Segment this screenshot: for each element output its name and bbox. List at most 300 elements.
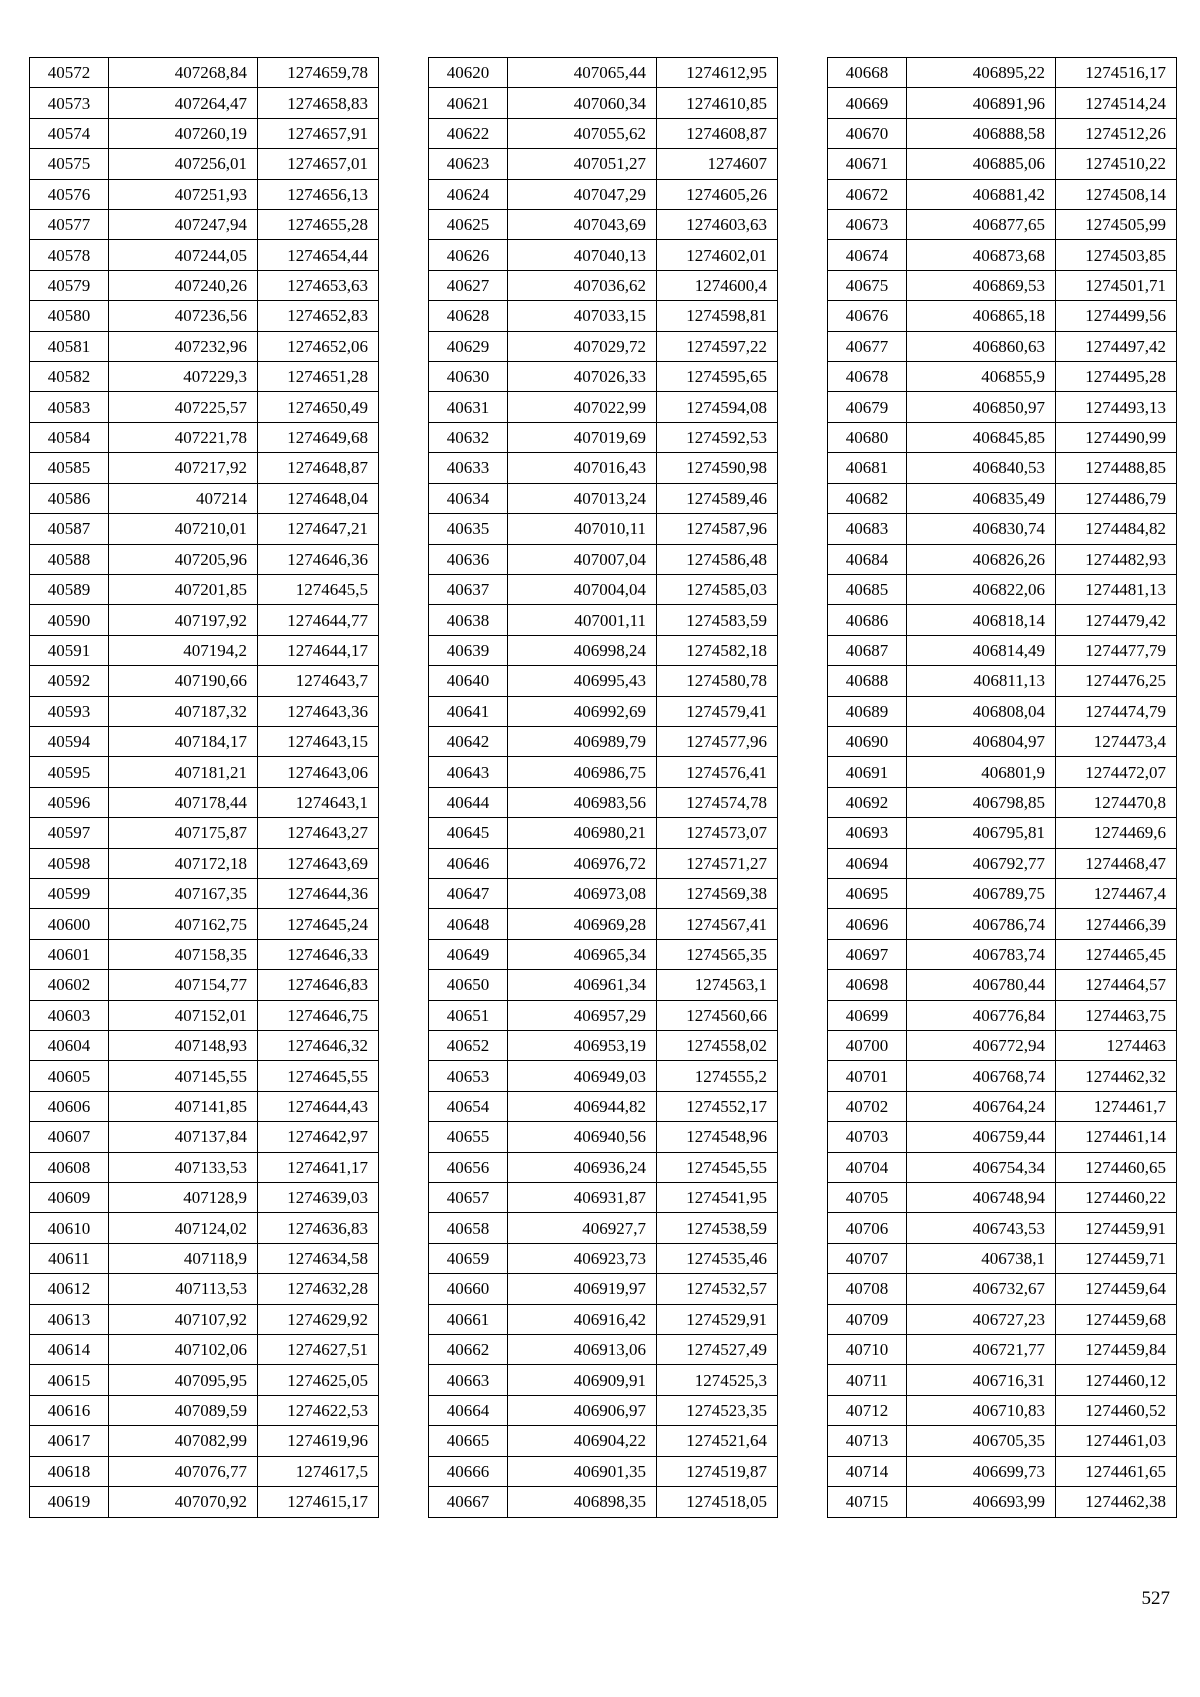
y-coordinate-cell: 1274552,17 [657,1091,778,1121]
x-coordinate-cell: 407210,01 [109,514,258,544]
table-row [828,58,1177,88]
point-id-cell: 40645 [429,818,508,848]
x-coordinate-cell: 407145,55 [109,1061,258,1091]
y-coordinate-cell: 1274573,07 [657,818,778,848]
x-coordinate-cell: 406909,91 [508,1365,657,1395]
y-coordinate-cell: 1274479,42 [1056,605,1177,635]
point-id-cell: 40598 [30,848,109,878]
x-coordinate-cell: 406891,96 [907,88,1056,118]
point-id-cell: 40699 [828,1000,907,1030]
point-id-cell: 40638 [429,605,508,635]
table-row [429,422,778,452]
point-id-cell: 40626 [429,240,508,270]
x-coordinate-cell: 406865,18 [907,301,1056,331]
y-coordinate-cell: 1274459,64 [1056,1274,1177,1304]
y-coordinate-cell: 1274602,01 [657,240,778,270]
y-coordinate-cell: 1274648,87 [258,453,379,483]
point-id-cell: 40582 [30,362,109,392]
y-coordinate-cell: 1274645,55 [258,1061,379,1091]
table-row [30,1487,379,1517]
x-coordinate-cell: 407167,35 [109,878,258,908]
point-id-cell: 40639 [429,635,508,665]
point-id-cell: 40696 [828,909,907,939]
table-row [828,362,1177,392]
table-row [30,1031,379,1061]
point-id-cell: 40590 [30,605,109,635]
point-id-cell: 40687 [828,635,907,665]
point-id-cell: 40682 [828,483,907,513]
table-row [429,635,778,665]
point-id-cell: 40599 [30,878,109,908]
x-coordinate-cell: 406840,53 [907,453,1056,483]
y-coordinate-cell: 1274643,7 [258,666,379,696]
x-coordinate-cell: 407240,26 [109,270,258,300]
y-coordinate-cell: 1274505,99 [1056,210,1177,240]
x-coordinate-cell: 406850,97 [907,392,1056,422]
x-coordinate-cell: 407026,33 [508,362,657,392]
table-row [828,1365,1177,1395]
y-coordinate-cell: 1274460,22 [1056,1183,1177,1213]
point-id-cell: 40628 [429,301,508,331]
table-row [30,1213,379,1243]
y-coordinate-cell: 1274460,65 [1056,1152,1177,1182]
x-coordinate-cell: 407124,02 [109,1213,258,1243]
table-row [828,1335,1177,1365]
x-coordinate-cell: 407113,53 [109,1274,258,1304]
x-coordinate-cell: 407089,59 [109,1395,258,1425]
y-coordinate-cell: 1274651,28 [258,362,379,392]
x-coordinate-cell: 406895,22 [907,58,1056,88]
point-id-cell: 40659 [429,1243,508,1273]
table-row [30,118,379,148]
y-coordinate-cell: 1274600,4 [657,270,778,300]
table-row [30,635,379,665]
x-coordinate-cell: 407260,19 [109,118,258,148]
point-id-cell: 40640 [429,666,508,696]
x-coordinate-cell: 407251,93 [109,179,258,209]
table-row [30,179,379,209]
x-coordinate-cell: 407225,57 [109,392,258,422]
x-coordinate-cell: 406953,19 [508,1031,657,1061]
point-id-cell: 40635 [429,514,508,544]
y-coordinate-cell: 1274474,79 [1056,696,1177,726]
table-row [30,58,379,88]
point-id-cell: 40698 [828,970,907,1000]
x-coordinate-cell: 406904,22 [508,1426,657,1456]
point-id-cell: 40647 [429,878,508,908]
x-coordinate-cell: 406822,06 [907,574,1056,604]
y-coordinate-cell: 1274632,28 [258,1274,379,1304]
point-id-cell: 40712 [828,1395,907,1425]
y-coordinate-cell: 1274519,87 [657,1456,778,1486]
y-coordinate-cell: 1274488,85 [1056,453,1177,483]
point-id-cell: 40642 [429,726,508,756]
y-coordinate-cell: 1274569,38 [657,878,778,908]
point-id-cell: 40715 [828,1487,907,1517]
table-row [30,1274,379,1304]
y-coordinate-cell: 1274518,05 [657,1487,778,1517]
x-coordinate-cell: 406976,72 [508,848,657,878]
x-coordinate-cell: 407001,11 [508,605,657,635]
point-id-cell: 40580 [30,301,109,331]
y-coordinate-cell: 1274612,95 [657,58,778,88]
y-coordinate-cell: 1274574,78 [657,787,778,817]
table-row [30,939,379,969]
y-coordinate-cell: 1274580,78 [657,666,778,696]
x-coordinate-cell: 407095,95 [109,1365,258,1395]
x-coordinate-cell: 406919,97 [508,1274,657,1304]
table-row [828,483,1177,513]
y-coordinate-cell: 1274636,83 [258,1213,379,1243]
y-coordinate-cell: 1274462,32 [1056,1061,1177,1091]
x-coordinate-cell: 406873,68 [907,240,1056,270]
x-coordinate-cell: 406949,03 [508,1061,657,1091]
y-coordinate-cell: 1274510,22 [1056,149,1177,179]
point-id-cell: 40653 [429,1061,508,1091]
point-id-cell: 40678 [828,362,907,392]
y-coordinate-cell: 1274525,3 [657,1365,778,1395]
table-row [828,514,1177,544]
table-row [429,240,778,270]
point-id-cell: 40605 [30,1061,109,1091]
x-coordinate-cell: 407013,24 [508,483,657,513]
table-row [429,1183,778,1213]
table-row [429,1213,778,1243]
x-coordinate-cell: 407201,85 [109,574,258,604]
table-row [429,666,778,696]
y-coordinate-cell: 1274512,26 [1056,118,1177,148]
point-id-cell: 40588 [30,544,109,574]
table-row [828,301,1177,331]
x-coordinate-cell: 407175,87 [109,818,258,848]
table-row [30,818,379,848]
point-id-cell: 40648 [429,909,508,939]
x-coordinate-cell: 406801,9 [907,757,1056,787]
x-coordinate-cell: 406927,7 [508,1213,657,1243]
table-row [828,1091,1177,1121]
x-coordinate-cell: 406792,77 [907,848,1056,878]
x-coordinate-cell: 406727,23 [907,1304,1056,1334]
y-coordinate-cell: 1274595,65 [657,362,778,392]
y-coordinate-cell: 1274472,07 [1056,757,1177,787]
point-id-cell: 40572 [30,58,109,88]
point-id-cell: 40695 [828,878,907,908]
x-coordinate-cell: 407197,92 [109,605,258,635]
x-coordinate-cell: 407004,04 [508,574,657,604]
x-coordinate-cell: 406855,9 [907,362,1056,392]
x-coordinate-cell: 406835,49 [907,483,1056,513]
table-row [828,1487,1177,1517]
x-coordinate-cell: 407107,92 [109,1304,258,1334]
y-coordinate-cell: 1274658,83 [258,88,379,118]
y-coordinate-cell: 1274627,51 [258,1335,379,1365]
y-coordinate-cell: 1274589,46 [657,483,778,513]
x-coordinate-cell: 406916,42 [508,1304,657,1334]
point-id-cell: 40607 [30,1122,109,1152]
table-row [429,757,778,787]
y-coordinate-cell: 1274646,33 [258,939,379,969]
y-coordinate-cell: 1274605,26 [657,179,778,209]
x-coordinate-cell: 407190,66 [109,666,258,696]
x-coordinate-cell: 407194,2 [109,635,258,665]
y-coordinate-cell: 1274563,1 [657,970,778,1000]
table-row [429,1487,778,1517]
y-coordinate-cell: 1274460,12 [1056,1365,1177,1395]
y-coordinate-cell: 1274647,21 [258,514,379,544]
table-row [828,666,1177,696]
y-coordinate-cell: 1274527,49 [657,1335,778,1365]
y-coordinate-cell: 1274476,25 [1056,666,1177,696]
point-id-cell: 40610 [30,1213,109,1243]
y-coordinate-cell: 1274644,43 [258,1091,379,1121]
table-row [828,422,1177,452]
table-row [429,270,778,300]
point-id-cell: 40577 [30,210,109,240]
point-id-cell: 40613 [30,1304,109,1334]
table-row [30,270,379,300]
y-coordinate-cell: 1274652,06 [258,331,379,361]
y-coordinate-cell: 1274477,79 [1056,635,1177,665]
y-coordinate-cell: 1274657,01 [258,149,379,179]
table-row [828,696,1177,726]
x-coordinate-cell: 407007,04 [508,544,657,574]
point-id-cell: 40597 [30,818,109,848]
y-coordinate-cell: 1274622,53 [258,1395,379,1425]
table-row [429,970,778,1000]
table-row [429,544,778,574]
y-coordinate-cell: 1274467,4 [1056,878,1177,908]
point-id-cell: 40578 [30,240,109,270]
x-coordinate-cell: 407232,96 [109,331,258,361]
table-row [828,1426,1177,1456]
table-row [828,878,1177,908]
point-id-cell: 40629 [429,331,508,361]
table-row [30,726,379,756]
table-row [429,787,778,817]
table-row [429,1335,778,1365]
point-id-cell: 40664 [429,1395,508,1425]
point-id-cell: 40665 [429,1426,508,1456]
point-id-cell: 40674 [828,240,907,270]
y-coordinate-cell: 1274590,98 [657,453,778,483]
y-coordinate-cell: 1274641,17 [258,1152,379,1182]
table-row [30,1426,379,1456]
point-id-cell: 40709 [828,1304,907,1334]
table-row [429,878,778,908]
point-id-cell: 40680 [828,422,907,452]
x-coordinate-cell: 406699,73 [907,1456,1056,1486]
y-coordinate-cell: 1274560,66 [657,1000,778,1030]
y-coordinate-cell: 1274459,68 [1056,1304,1177,1334]
y-coordinate-cell: 1274514,24 [1056,88,1177,118]
point-id-cell: 40603 [30,1000,109,1030]
y-coordinate-cell: 1274643,15 [258,726,379,756]
y-coordinate-cell: 1274503,85 [1056,240,1177,270]
x-coordinate-cell: 406944,82 [508,1091,657,1121]
x-coordinate-cell: 406913,06 [508,1335,657,1365]
point-id-cell: 40612 [30,1274,109,1304]
coordinate-table-1 [29,57,379,1518]
x-coordinate-cell: 407178,44 [109,787,258,817]
point-id-cell: 40697 [828,939,907,969]
y-coordinate-cell: 1274463 [1056,1031,1177,1061]
point-id-cell: 40654 [429,1091,508,1121]
table-row [30,1335,379,1365]
x-coordinate-cell: 406811,13 [907,666,1056,696]
x-coordinate-cell: 407184,17 [109,726,258,756]
table-row [429,514,778,544]
table-row [429,301,778,331]
table-row [828,1183,1177,1213]
x-coordinate-cell: 407082,99 [109,1426,258,1456]
x-coordinate-cell: 407137,84 [109,1122,258,1152]
x-coordinate-cell: 407128,9 [109,1183,258,1213]
point-id-cell: 40618 [30,1456,109,1486]
x-coordinate-cell: 406885,06 [907,149,1056,179]
y-coordinate-cell: 1274459,71 [1056,1243,1177,1273]
table-row [30,1091,379,1121]
x-coordinate-cell: 406721,77 [907,1335,1056,1365]
point-id-cell: 40671 [828,149,907,179]
y-coordinate-cell: 1274516,17 [1056,58,1177,88]
point-id-cell: 40713 [828,1426,907,1456]
point-id-cell: 40604 [30,1031,109,1061]
point-id-cell: 40620 [429,58,508,88]
point-id-cell: 40650 [429,970,508,1000]
x-coordinate-cell: 406830,74 [907,514,1056,544]
table-row [828,1061,1177,1091]
x-coordinate-cell: 406780,44 [907,970,1056,1000]
x-coordinate-cell: 406776,84 [907,1000,1056,1030]
y-coordinate-cell: 1274646,32 [258,1031,379,1061]
x-coordinate-cell: 406888,58 [907,118,1056,148]
x-coordinate-cell: 406877,65 [907,210,1056,240]
x-coordinate-cell: 407154,77 [109,970,258,1000]
point-id-cell: 40608 [30,1152,109,1182]
table-row [828,210,1177,240]
y-coordinate-cell: 1274459,84 [1056,1335,1177,1365]
table-row [828,1243,1177,1273]
x-coordinate-cell: 406768,74 [907,1061,1056,1091]
y-coordinate-cell: 1274529,91 [657,1304,778,1334]
point-id-cell: 40621 [429,88,508,118]
y-coordinate-cell: 1274484,82 [1056,514,1177,544]
point-id-cell: 40634 [429,483,508,513]
x-coordinate-cell: 407247,94 [109,210,258,240]
point-id-cell: 40594 [30,726,109,756]
y-coordinate-cell: 1274490,99 [1056,422,1177,452]
x-coordinate-cell: 406906,97 [508,1395,657,1425]
point-id-cell: 40656 [429,1152,508,1182]
x-coordinate-cell: 407033,15 [508,301,657,331]
point-id-cell: 40636 [429,544,508,574]
table-row [429,1365,778,1395]
x-coordinate-cell: 407047,29 [508,179,657,209]
point-id-cell: 40573 [30,88,109,118]
point-id-cell: 40668 [828,58,907,88]
y-coordinate-cell: 1274508,14 [1056,179,1177,209]
y-coordinate-cell: 1274643,27 [258,818,379,848]
y-coordinate-cell: 1274652,83 [258,301,379,331]
x-coordinate-cell: 407060,34 [508,88,657,118]
point-id-cell: 40684 [828,544,907,574]
x-coordinate-cell: 407010,11 [508,514,657,544]
table-row [429,605,778,635]
table-row [828,1456,1177,1486]
y-coordinate-cell: 1274629,92 [258,1304,379,1334]
x-coordinate-cell: 407172,18 [109,848,258,878]
point-id-cell: 40679 [828,392,907,422]
table-row [30,848,379,878]
point-id-cell: 40689 [828,696,907,726]
x-coordinate-cell: 406743,53 [907,1213,1056,1243]
table-row [828,118,1177,148]
table-row [30,1365,379,1395]
table-row [828,1000,1177,1030]
point-id-cell: 40601 [30,939,109,969]
x-coordinate-cell: 407051,27 [508,149,657,179]
y-coordinate-cell: 1274646,75 [258,1000,379,1030]
point-id-cell: 40658 [429,1213,508,1243]
y-coordinate-cell: 1274615,17 [258,1487,379,1517]
point-id-cell: 40662 [429,1335,508,1365]
y-coordinate-cell: 1274644,17 [258,635,379,665]
x-coordinate-cell: 406754,34 [907,1152,1056,1182]
x-coordinate-cell: 407016,43 [508,453,657,483]
point-id-cell: 40670 [828,118,907,148]
point-id-cell: 40655 [429,1122,508,1152]
point-id-cell: 40692 [828,787,907,817]
x-coordinate-cell: 407118,9 [109,1243,258,1273]
table-row [828,149,1177,179]
x-coordinate-cell: 407187,32 [109,696,258,726]
y-coordinate-cell: 1274598,81 [657,301,778,331]
point-id-cell: 40691 [828,757,907,787]
table-row [30,1183,379,1213]
table-row [828,1031,1177,1061]
table-row [828,635,1177,665]
x-coordinate-cell: 406716,31 [907,1365,1056,1395]
table-row [828,818,1177,848]
x-coordinate-cell: 406732,67 [907,1274,1056,1304]
table-row [30,514,379,544]
y-coordinate-cell: 1274555,2 [657,1061,778,1091]
y-coordinate-cell: 1274571,27 [657,848,778,878]
point-id-cell: 40702 [828,1091,907,1121]
y-coordinate-cell: 1274523,35 [657,1395,778,1425]
y-coordinate-cell: 1274466,39 [1056,909,1177,939]
table-row [828,970,1177,1000]
x-coordinate-cell: 407070,92 [109,1487,258,1517]
y-coordinate-cell: 1274644,36 [258,878,379,908]
point-id-cell: 40596 [30,787,109,817]
point-id-cell: 40595 [30,757,109,787]
x-coordinate-cell: 407256,01 [109,149,258,179]
table-row [429,362,778,392]
table-row [30,696,379,726]
table-row [828,848,1177,878]
point-id-cell: 40649 [429,939,508,969]
point-id-cell: 40688 [828,666,907,696]
y-coordinate-cell: 1274659,78 [258,58,379,88]
y-coordinate-cell: 1274463,75 [1056,1000,1177,1030]
point-id-cell: 40705 [828,1183,907,1213]
y-coordinate-cell: 1274545,55 [657,1152,778,1182]
table-row [828,270,1177,300]
y-coordinate-cell: 1274486,79 [1056,483,1177,513]
point-id-cell: 40617 [30,1426,109,1456]
y-coordinate-cell: 1274521,64 [657,1426,778,1456]
